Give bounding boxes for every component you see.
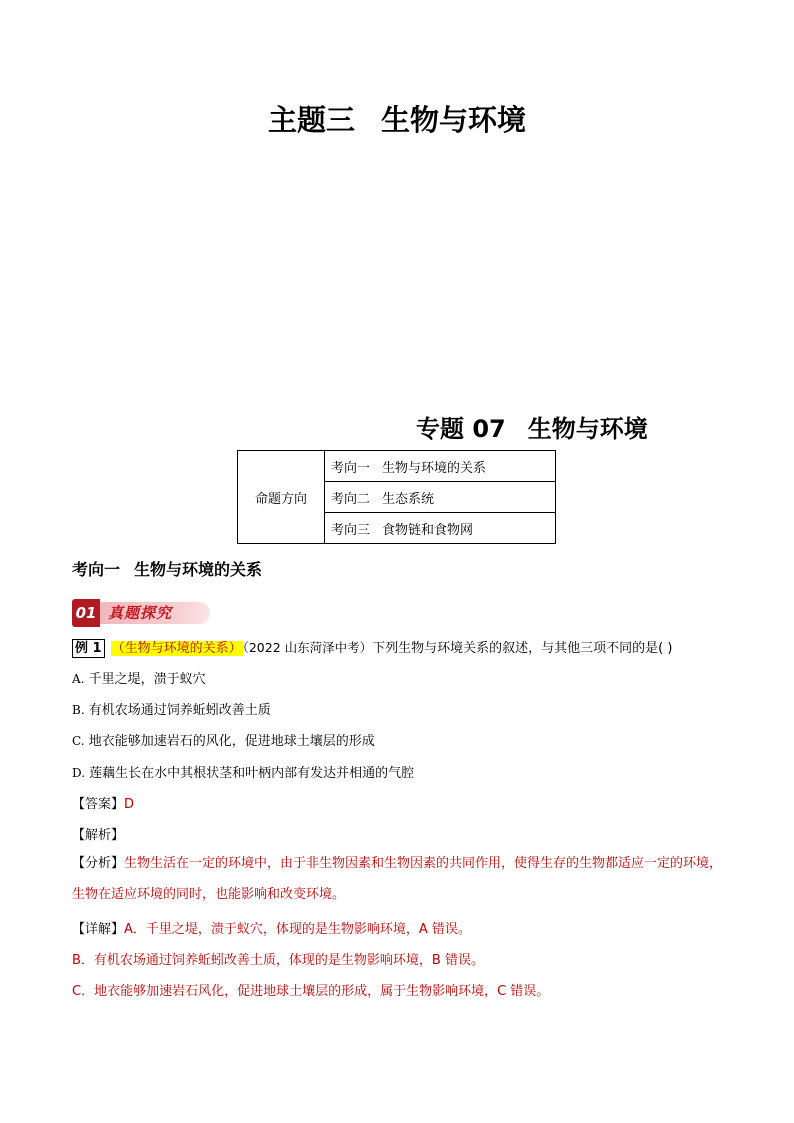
example-label: 例 1 — [72, 639, 105, 658]
direction-item — [325, 513, 556, 544]
detail-label: 【详解】 — [72, 922, 125, 937]
section-heading-topic: 生物与环境的关系 — [134, 560, 263, 579]
option-letter: B. — [72, 703, 85, 717]
main-title-part1: 主题三 — [267, 103, 355, 137]
sub-title-part1: 专题 07 — [416, 415, 506, 443]
real-question-banner — [72, 599, 210, 627]
option-b — [72, 699, 271, 718]
option-d — [72, 762, 414, 781]
option-letter: A. — [72, 672, 85, 686]
option-text: 莲藕生长在水中其根状茎和叶柄内部有发达并相通的气腔 — [89, 766, 415, 781]
detail-line-c: C．地衣能够加速岩石风化，促进地球土壤层的形成，属于生物影响环境，C 错误。 — [72, 984, 550, 999]
option-c — [72, 730, 375, 749]
example-source: （2022 山东菏泽中考） — [242, 640, 373, 655]
direction-topic: 生物与环境的关系 — [382, 460, 487, 476]
main-title-part2: 生物与环境 — [381, 103, 527, 137]
direction-num: 考向一 — [331, 460, 371, 476]
detail-line-a — [72, 918, 471, 937]
analysis-fenxi-text: 生物生活在一定的环境中，由于非生物因素和生物因素的共同作用，使得生存的生物都适应一定的环境，生物在适应环境的同时，也能影响和改变环境。 — [72, 856, 723, 902]
direction-item — [325, 451, 556, 482]
option-text: 地衣能够加速岩石的风化，促进地球土壤层的形成 — [88, 734, 375, 749]
option-letter: C. — [72, 734, 85, 748]
answer-line — [72, 793, 134, 812]
example-question-text: 下列生物与环境关系的叙述，与其他三项不同的是( ) — [372, 641, 673, 656]
direction-num: 考向二 — [331, 491, 371, 507]
sub-title-part2: 生物与环境 — [527, 415, 648, 443]
answer-value: D — [124, 797, 135, 812]
analysis-fenxi — [72, 848, 732, 910]
section-heading — [72, 557, 262, 580]
direction-item — [325, 482, 556, 513]
option-text: 千里之堤，溃于蚁穴 — [88, 672, 206, 687]
direction-table — [237, 450, 556, 544]
direction-label: 命题方向 — [238, 451, 325, 544]
banner-badge: 01 — [72, 599, 100, 627]
section-heading-num: 考向一 — [72, 560, 121, 579]
banner-text: 真题探究 — [98, 602, 210, 624]
example-question — [72, 637, 672, 658]
direction-topic: 食物链和食物网 — [382, 522, 474, 538]
direction-num: 考向三 — [331, 522, 371, 538]
option-text: 有机农场通过饲养蚯蚓改善土质 — [88, 703, 271, 718]
detail-line-b: B．有机农场通过饲养蚯蚓改善土质，体现的是生物影响环境，B 错误。 — [72, 953, 484, 968]
example-tag: （生物与环境的关系） — [111, 641, 242, 656]
analysis-label: 【解析】 — [72, 828, 125, 843]
main-title — [0, 98, 794, 139]
table-row — [238, 451, 556, 482]
option-letter: D. — [72, 766, 86, 780]
option-a — [72, 668, 206, 687]
detail-text: A．千里之堤，溃于蚁穴，体现的是生物影响环境，A 错误。 — [124, 922, 471, 937]
direction-topic: 生态系统 — [382, 491, 435, 507]
analysis-fenxi-label: 【分析】 — [72, 856, 125, 871]
sub-title — [416, 409, 648, 444]
answer-label: 【答案】 — [72, 797, 125, 812]
